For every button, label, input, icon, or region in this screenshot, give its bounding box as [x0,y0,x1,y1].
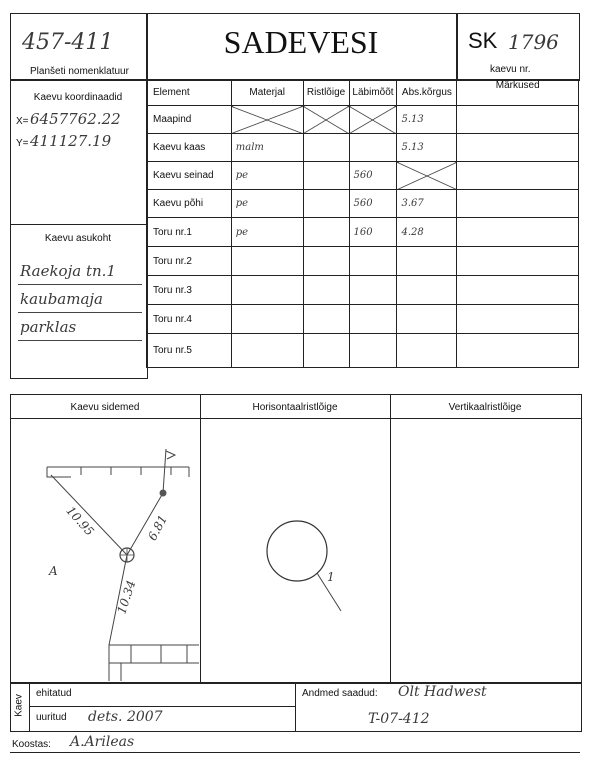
well-number: 1796 [508,30,559,54]
row-element: Maapind [147,106,232,134]
row-notes [457,162,579,190]
table-header-row [147,80,579,106]
table-row [147,305,579,334]
row-element: Toru nr.1 [147,218,232,247]
surveyed-value: dets. 2007 [88,709,163,725]
y-label: Y= [16,138,29,149]
source-line-2: T-07-412 [368,711,430,727]
row-element: Kaevu kaas [147,134,232,162]
row-element: Kaevu seinad [147,162,232,190]
row-material: pe [231,218,303,247]
row-material [231,334,303,368]
location-underline-2 [18,312,142,313]
location-underline-3 [18,340,142,341]
author-value: A.Arileas [70,734,135,750]
row-cross [303,334,349,368]
nomenclature-value: 457-411 [22,30,114,55]
row-notes [457,305,579,334]
row-diameter-crossed [349,106,397,134]
row-cross [303,190,349,218]
element-table [146,79,579,368]
vertical-title: Vertikaalristlõige [448,402,522,413]
table-row [147,334,579,368]
x-value: 6457762.22 [30,110,121,128]
header-diameter: Läbimõõt [349,80,397,106]
row-diameter: 160 [349,218,397,247]
header-height: Abs.kõrgus [397,80,457,106]
table-row [147,162,579,190]
well-label: kaevu nr. [490,64,531,75]
footer-divider [295,682,296,731]
table-row [147,134,579,162]
location-underline-1 [18,284,142,285]
location-line-3: parklas [20,318,77,336]
table-row [147,276,579,305]
coords-title: Kaevu koordinaadid [33,92,123,103]
row-element: Toru nr.5 [147,334,232,368]
row-cross [303,162,349,190]
location-line-1: Raekoja tn.1 [20,262,116,280]
x-label: X= [16,116,29,127]
row-cross [303,218,349,247]
page-title: SADEVESI [223,24,379,60]
row-height: 3.67 [397,190,457,218]
row-material: pe [231,162,303,190]
row-diameter: 560 [349,190,397,218]
table-row [147,106,579,134]
row-diameter [349,134,397,162]
row-diameter [349,276,397,305]
sketch-divider-2 [390,394,391,683]
row-height: 5.13 [397,134,457,162]
row-material: pe [231,190,303,218]
row-cross-crossed [303,106,349,134]
row-material-crossed [231,106,303,134]
built-label: ehitatud [36,688,72,699]
pipe-number-label: 1 [327,570,335,584]
row-element: Kaevu põhi [147,190,232,218]
row-notes [457,134,579,162]
y-value: 411127.19 [30,132,112,150]
footer-side-label: Kaev [13,694,25,717]
row-cross [303,276,349,305]
location-title: Kaevu asukoht [44,233,112,244]
footer-mid-line [29,706,295,707]
row-element: Toru nr.4 [147,305,232,334]
header-cross: Ristlõige [303,80,349,106]
row-diameter [349,334,397,368]
header-element: Element [147,80,232,106]
row-notes [457,247,579,276]
row-notes [457,106,579,134]
row-material [231,247,303,276]
well-prefix: SK [468,28,498,53]
location-line-2: kaubamaja [20,290,103,308]
row-notes [457,334,579,368]
table-row [147,247,579,276]
row-material [231,305,303,334]
row-notes [457,218,579,247]
row-height [397,334,457,368]
location-divider [10,224,147,225]
table-row [147,190,579,218]
table-row [147,218,579,247]
nomenclature-label: Planšeti nomenklatuur [30,66,129,77]
row-height [397,305,457,334]
row-material: malm [231,134,303,162]
row-height [397,247,457,276]
distance-label-1: 10.95 [63,503,97,539]
author-underline [10,752,580,753]
distance-label-3: 10.34 [114,578,139,616]
header-material: Materjal [231,80,303,106]
horizontal-title: Horisontaalristlõige [252,402,338,413]
source-label: Andmed saadud: [302,688,378,699]
row-height: 4.28 [397,218,457,247]
row-diameter: 560 [349,162,397,190]
horizontal-sketch [201,419,390,682]
row-cross [303,305,349,334]
row-cross [303,134,349,162]
row-height: 5.13 [397,106,457,134]
row-diameter [349,247,397,276]
row-notes [457,190,579,218]
author-label: Koostas: [12,739,51,750]
surveyed-label: uuritud [36,712,67,723]
row-element: Toru nr.2 [147,247,232,276]
point-label-a: A [49,564,58,578]
row-material [231,276,303,305]
source-line-1: Olt Hadwest [398,684,487,700]
row-height [397,276,457,305]
distance-label-2: 6.81 [145,512,171,543]
header-notes: Märkused [457,80,579,106]
row-element: Toru nr.3 [147,276,232,305]
row-height-crossed [397,162,457,190]
connections-sketch [11,419,200,682]
row-notes [457,276,579,305]
connections-title: Kaevu sidemed [70,402,140,413]
row-diameter [349,305,397,334]
row-cross [303,247,349,276]
